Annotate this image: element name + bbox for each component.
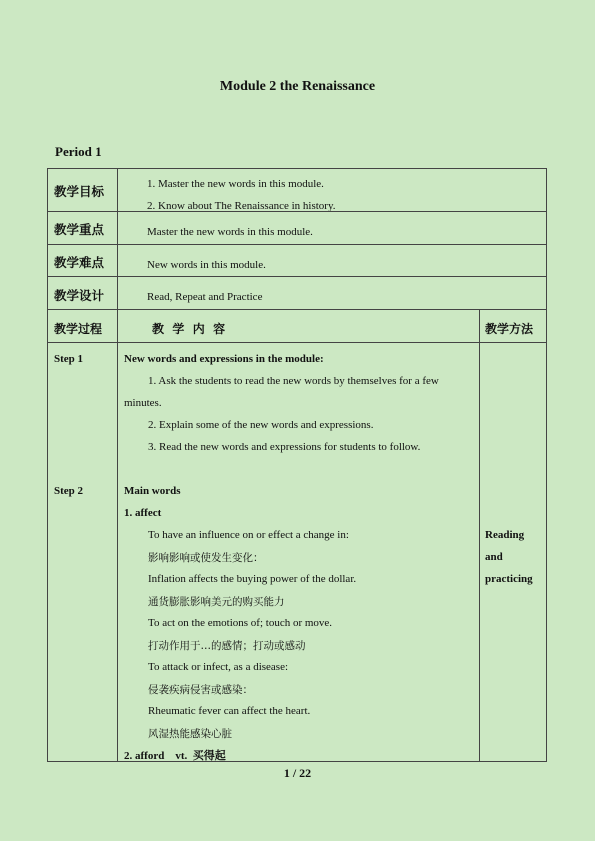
row-text: 2. Know about The Renaissance in history. (147, 200, 336, 212)
row-label: 教学难点 (54, 255, 105, 270)
content-line: minutes. (124, 397, 162, 409)
content-line: 打动作用于…的感情；打动或感动 (148, 640, 306, 652)
row-text: Read, Repeat and Practice (147, 291, 263, 303)
process-table (47, 309, 547, 762)
method-line: Reading (485, 529, 525, 541)
period-label: Period 1 (55, 144, 102, 159)
content-line: Rheumatic fever can affect the heart. (148, 705, 311, 717)
row-label: 教学重点 (54, 222, 105, 237)
content-line: To act on the emotions of; touch or move. (148, 617, 333, 629)
content-line: 2. afford vt. 买得起 (124, 750, 226, 762)
header-method: 教学方法 (485, 322, 534, 336)
info-row-difficulties (47, 244, 547, 277)
content-line: To attack or infect, as a disease: (148, 661, 289, 673)
info-row-design (47, 276, 547, 310)
content-line: 1. affect (124, 507, 162, 519)
row-text: New words in this module. (147, 259, 266, 271)
content-line: 2. Explain some of the new words and expressions. (148, 419, 374, 431)
step-label: Step 1 (54, 353, 84, 365)
content-line: 影响影响或使发生变化： (148, 552, 264, 564)
document-title: Module 2 the Renaissance (219, 79, 376, 94)
row-text: Master the new words in this module. (147, 226, 313, 238)
page-number: 1 / 22 (283, 766, 312, 780)
content-line: 侵袭疾病侵害或感染： (148, 684, 253, 696)
content-line: Inflation affects the buying power of the dollar. (148, 573, 357, 585)
header-process: 教学过程 (54, 322, 103, 336)
content-line: Main words (124, 485, 181, 497)
content-line: To have an influence on or effect a change in: (148, 529, 349, 541)
row-text: 1. Master the new words in this module. (147, 178, 324, 190)
content-line: 风湿热能感染心脏 (148, 728, 232, 740)
method-line: practicing (485, 573, 533, 585)
content-line: New words and expressions in the module: (124, 353, 324, 365)
header-content: 教 学 内 容 (152, 322, 226, 336)
row-label: 教学设计 (54, 288, 105, 303)
method-line: and (485, 551, 503, 563)
content-line: 3. Read the new words and expressions for students to follow. (148, 441, 421, 453)
info-row-key-points (47, 211, 547, 245)
info-row-goals (47, 168, 547, 212)
content-line: 通货膨胀影响美元的购买能力 (148, 596, 285, 608)
step-label: Step 2 (54, 485, 84, 497)
content-line: 1. Ask the students to read the new words by themselves for a few (148, 375, 439, 387)
row-label: 教学目标 (54, 184, 105, 199)
